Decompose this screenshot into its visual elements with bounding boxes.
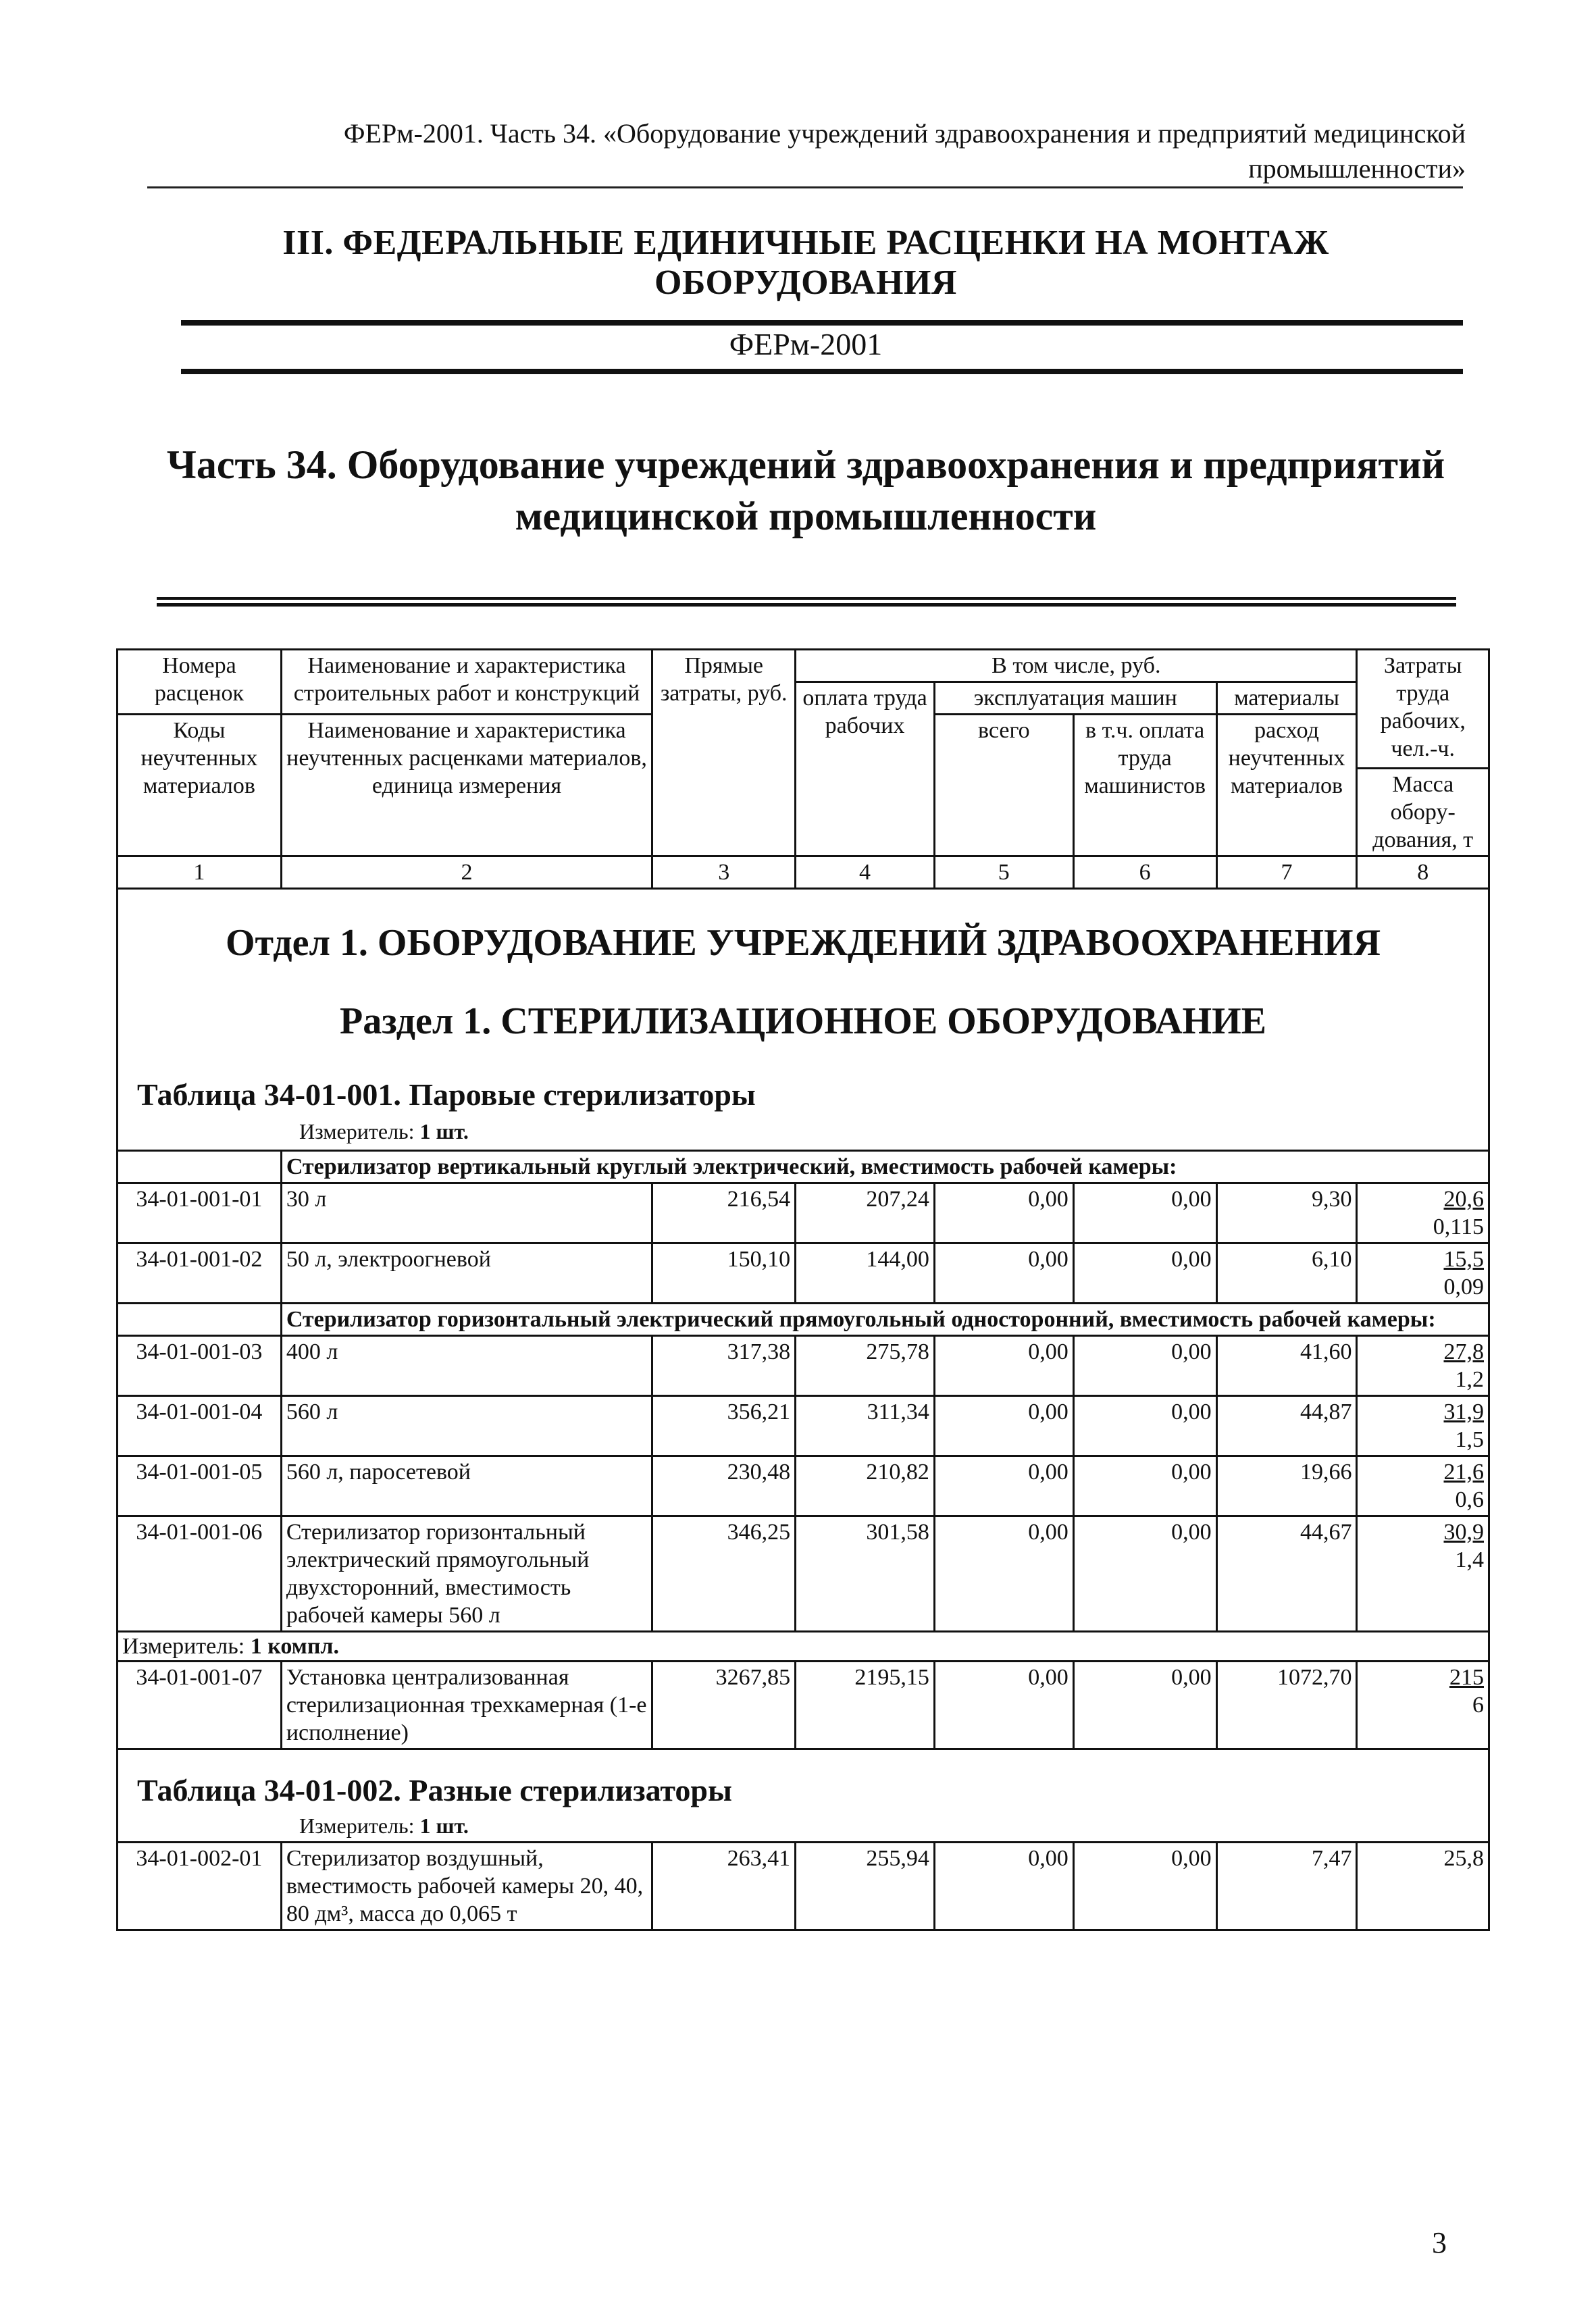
running-head-line1: ФЕРм-2001. Часть 34. «Оборудование учреждений здравоохранения и предприятий медицинской bbox=[343, 118, 1466, 149]
table1-measure2 bbox=[118, 1632, 1489, 1662]
row-hours-mass bbox=[1357, 1516, 1489, 1632]
row-machines: 0,00 bbox=[934, 1843, 1073, 1930]
row-machine-labor: 0,00 bbox=[1073, 1183, 1216, 1243]
code-rule-top bbox=[181, 320, 1463, 326]
header-col2-bottom: Наименование и характеристика неучтенных расценками материалов, единица измерения bbox=[281, 715, 652, 856]
row-name: 50 л, электроогневой bbox=[281, 1243, 652, 1304]
row-materials: 41,60 bbox=[1216, 1336, 1357, 1396]
part-title-line2: медицинской промышленности bbox=[515, 494, 1097, 538]
header-num-6: 6 bbox=[1073, 856, 1216, 889]
header-col8-bottom: Масса обору-дования, т bbox=[1357, 769, 1489, 856]
row-name: 30 л bbox=[281, 1183, 652, 1243]
row-code: 34-01-001-07 bbox=[118, 1662, 282, 1749]
row-mass: 0,6 bbox=[1455, 1487, 1484, 1512]
code-rule-bottom bbox=[181, 369, 1463, 374]
row-labor: 275,78 bbox=[796, 1336, 935, 1396]
table2-title-cell bbox=[118, 1749, 1489, 1843]
row-mass: 0,115 bbox=[1433, 1214, 1484, 1239]
row-direct: 317,38 bbox=[652, 1336, 796, 1396]
row-code: 34-01-001-03 bbox=[118, 1336, 282, 1396]
header-col7: расход неучтенных материалов bbox=[1216, 715, 1357, 856]
row-mass: 0,09 bbox=[1443, 1275, 1484, 1300]
header-col8-top: Затраты труда рабочих, чел.-ч. bbox=[1357, 650, 1489, 769]
table2-measure-value: 1 шт. bbox=[419, 1814, 469, 1838]
row-materials: 1072,70 bbox=[1216, 1662, 1357, 1749]
part-heading: III. ФЕДЕРАЛЬНЫЕ ЕДИНИЧНЫЕ РАСЦЕНКИ НА МОНТАЖ ОБОРУДОВАНИЯ bbox=[282, 224, 1329, 302]
table1-measure2-label: Измеритель: bbox=[122, 1634, 245, 1659]
row-hours: 15,5 bbox=[1443, 1247, 1484, 1272]
header-col1-top: Номера расценок bbox=[118, 650, 282, 715]
row-machines: 0,00 bbox=[934, 1183, 1073, 1243]
header-materials: материалы bbox=[1216, 682, 1357, 715]
row-code: 34-01-001-04 bbox=[118, 1396, 282, 1456]
running-head bbox=[149, 116, 1466, 186]
header-col3: Прямые затраты, руб. bbox=[652, 650, 796, 856]
row-machines: 0,00 bbox=[934, 1662, 1073, 1749]
row-machine-labor: 0,00 bbox=[1073, 1662, 1216, 1749]
row-materials: 9,30 bbox=[1216, 1183, 1357, 1243]
header-incl: В том числе, руб. bbox=[796, 650, 1357, 682]
row-hours: 21,6 bbox=[1443, 1460, 1484, 1485]
row-direct: 356,21 bbox=[652, 1396, 796, 1456]
row-hours: 215 bbox=[1449, 1665, 1484, 1690]
table-row bbox=[118, 1396, 1489, 1456]
row-machine-labor: 0,00 bbox=[1073, 1516, 1216, 1632]
row-machines: 0,00 bbox=[934, 1516, 1073, 1632]
header-num-7: 7 bbox=[1216, 856, 1357, 889]
row-hours: 30,9 bbox=[1443, 1520, 1484, 1545]
table-row bbox=[118, 1243, 1489, 1304]
row-hours-mass bbox=[1357, 1396, 1489, 1456]
header-col4: оплата труда рабочих bbox=[796, 682, 935, 856]
row-name: Стерилизатор воздушный, вместимость рабочей камеры 20, 40, 80 дм³, масса до 0,065 т bbox=[281, 1843, 652, 1930]
row-machine-labor: 0,00 bbox=[1073, 1843, 1216, 1930]
row-materials: 19,66 bbox=[1216, 1456, 1357, 1516]
row-labor: 255,94 bbox=[796, 1843, 935, 1930]
table-row bbox=[118, 1183, 1489, 1243]
row-mass: 1,4 bbox=[1455, 1547, 1484, 1572]
row-machine-labor: 0,00 bbox=[1073, 1396, 1216, 1456]
header-col5: всего bbox=[934, 715, 1073, 856]
row-name: Стерилизатор горизонтальный электрический прямоугольный двухсторонний, вместимость рабочей камеры 560 л bbox=[281, 1516, 652, 1632]
row-code: 34-01-002-01 bbox=[118, 1843, 282, 1930]
table2-measure-label: Измеритель: bbox=[299, 1814, 415, 1838]
table1-measure bbox=[122, 1118, 1484, 1146]
row-hours: 25,8 bbox=[1357, 1843, 1489, 1930]
header-machines: эксплуатация машин bbox=[934, 682, 1216, 715]
row-machines: 0,00 bbox=[934, 1336, 1073, 1396]
group2-label: Стерилизатор горизонтальный электрический прямоугольный односторонний, вместимость рабочей камеры: bbox=[281, 1304, 1489, 1336]
table-row bbox=[118, 1456, 1489, 1516]
row-labor: 210,82 bbox=[796, 1456, 935, 1516]
row-materials: 7,47 bbox=[1216, 1843, 1357, 1930]
row-machines: 0,00 bbox=[934, 1243, 1073, 1304]
table1-measure-value: 1 шт. bbox=[419, 1119, 469, 1143]
row-hours-mass bbox=[1357, 1336, 1489, 1396]
row-mass: 1,2 bbox=[1455, 1367, 1484, 1392]
row-machines: 0,00 bbox=[934, 1396, 1073, 1456]
group1-blank bbox=[118, 1151, 282, 1183]
row-name: 560 л bbox=[281, 1396, 652, 1456]
rates-table bbox=[116, 648, 1490, 1931]
row-direct: 263,41 bbox=[652, 1843, 796, 1930]
row-machine-labor: 0,00 bbox=[1073, 1243, 1216, 1304]
row-labor: 2195,15 bbox=[796, 1662, 935, 1749]
section-title: Раздел 1. СТЕРИЛИЗАЦИОННОЕ ОБОРУДОВАНИЕ bbox=[339, 1000, 1267, 1042]
table-row bbox=[118, 1516, 1489, 1632]
header-num-5: 5 bbox=[934, 856, 1073, 889]
row-labor: 144,00 bbox=[796, 1243, 935, 1304]
running-head-line2: промышленности» bbox=[1248, 153, 1466, 184]
row-labor: 301,58 bbox=[796, 1516, 935, 1632]
row-direct: 230,48 bbox=[652, 1456, 796, 1516]
division-title: Отдел 1. ОБОРУДОВАНИЕ УЧРЕЖДЕНИЙ ЗДРАВООХРАНЕНИЯ bbox=[225, 922, 1381, 964]
row-materials: 44,67 bbox=[1216, 1516, 1357, 1632]
title-rule-2 bbox=[157, 603, 1456, 607]
row-direct: 346,25 bbox=[652, 1516, 796, 1632]
row-code: 34-01-001-02 bbox=[118, 1243, 282, 1304]
header-col6: в т.ч. оплата труда машинистов bbox=[1073, 715, 1216, 856]
row-hours: 31,9 bbox=[1443, 1399, 1484, 1424]
group2-blank bbox=[118, 1304, 282, 1336]
row-mass: 1,5 bbox=[1455, 1427, 1484, 1452]
header-num-1: 1 bbox=[118, 856, 282, 889]
row-direct: 150,10 bbox=[652, 1243, 796, 1304]
row-hours: 20,6 bbox=[1443, 1187, 1484, 1212]
row-materials: 44,87 bbox=[1216, 1396, 1357, 1456]
row-machine-labor: 0,00 bbox=[1073, 1336, 1216, 1396]
row-name: Установка централизованная стерилизационная трехкамерная (1-е исполнение) bbox=[281, 1662, 652, 1749]
header-num-4: 4 bbox=[796, 856, 935, 889]
header-col2-top: Наименование и характеристика строительных работ и конструкций bbox=[281, 650, 652, 715]
row-machine-labor: 0,00 bbox=[1073, 1456, 1216, 1516]
row-code: 34-01-001-05 bbox=[118, 1456, 282, 1516]
row-code: 34-01-001-01 bbox=[118, 1183, 282, 1243]
row-hours-mass bbox=[1357, 1243, 1489, 1304]
code-label: ФЕРм-2001 bbox=[729, 327, 883, 361]
table2-measure bbox=[122, 1812, 1484, 1840]
row-materials: 6,10 bbox=[1216, 1243, 1357, 1304]
row-code: 34-01-001-06 bbox=[118, 1516, 282, 1632]
row-name: 400 л bbox=[281, 1336, 652, 1396]
header-num-2: 2 bbox=[281, 856, 652, 889]
table-row bbox=[118, 1662, 1489, 1749]
part-title-line1: Часть 34. Оборудование учреждений здравоохранения и предприятий bbox=[166, 442, 1445, 487]
group1-label: Стерилизатор вертикальный круглый электрический, вместимость рабочей камеры: bbox=[281, 1151, 1489, 1183]
table-row bbox=[118, 1843, 1489, 1930]
row-machines: 0,00 bbox=[934, 1456, 1073, 1516]
table-row bbox=[118, 1336, 1489, 1396]
table1-measure-label: Измеритель: bbox=[299, 1119, 415, 1143]
row-hours-mass bbox=[1357, 1456, 1489, 1516]
row-name: 560 л, паросетевой bbox=[281, 1456, 652, 1516]
page-number: 3 bbox=[1432, 2226, 1447, 2259]
division-cell bbox=[118, 889, 1489, 1151]
row-direct: 3267,85 bbox=[652, 1662, 796, 1749]
row-labor: 207,24 bbox=[796, 1183, 935, 1243]
part-title bbox=[147, 439, 1464, 542]
header-num-3: 3 bbox=[652, 856, 796, 889]
row-direct: 216,54 bbox=[652, 1183, 796, 1243]
header-num-8: 8 bbox=[1357, 856, 1489, 889]
row-labor: 311,34 bbox=[796, 1396, 935, 1456]
row-mass: 6 bbox=[1472, 1693, 1484, 1718]
row-hours-mass bbox=[1357, 1183, 1489, 1243]
table1-measure2-value: 1 компл. bbox=[250, 1634, 340, 1659]
title-rule-1 bbox=[157, 597, 1456, 600]
header-col1-bottom: Коды неучтенных материалов bbox=[118, 715, 282, 856]
table1-title: Таблица 34-01-001. Паровые стерилизаторы bbox=[137, 1077, 756, 1112]
table2-title: Таблица 34-01-002. Разные стерилизаторы bbox=[137, 1773, 732, 1807]
row-hours: 27,8 bbox=[1443, 1339, 1484, 1364]
row-hours-mass bbox=[1357, 1662, 1489, 1749]
running-head-rule bbox=[147, 186, 1463, 188]
